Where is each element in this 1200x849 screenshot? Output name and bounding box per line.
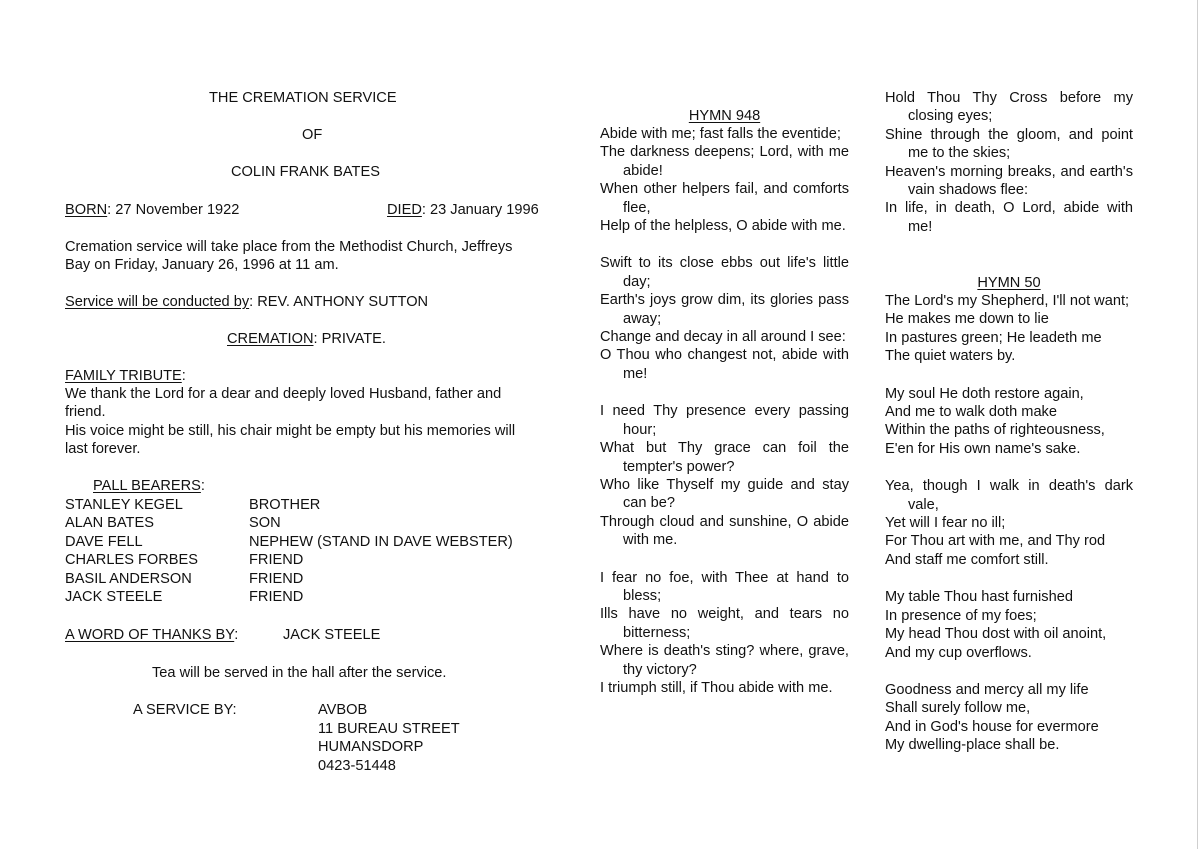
born-row (65, 201, 239, 219)
died-value: : 23 January 1996 (421, 202, 539, 218)
tea-note: Tea will be served in the hall after the service. (152, 665, 447, 681)
verse-line: What but Thy grace can foil the tempter's power? (600, 440, 849, 475)
title-line-2: OF (302, 127, 323, 143)
verse-line: My head Thou dost with oil anoint, (885, 626, 1107, 643)
verse-line: Shall surely follow me, (885, 700, 1031, 717)
verse-line: For Thou art with me, and Thy rod (885, 533, 1106, 550)
verse-line: The Lord's my Shepherd, I'll not want; (885, 293, 1130, 309)
verse-line: Change and decay in all around I see: (600, 329, 846, 346)
pall-heading (93, 477, 205, 495)
verse-line: I need Thy presence every passing hour; (600, 403, 849, 438)
verse-line: Shine through the gloom, and point me to the skies; (885, 126, 1133, 162)
verse-line: Abide with me; fast falls the eventide; (600, 126, 841, 142)
service-by-label: A SERVICE BY: (133, 702, 237, 718)
hymn-948-verse (600, 125, 849, 235)
verse-line: Yet will I fear no ill; (885, 515, 1006, 532)
verse-line: Swift to its close ebbs out life's little day; (600, 255, 849, 290)
thanks-colon: : (234, 627, 239, 643)
verse-line: Where is death's sting? where, grave, thy victory? (600, 643, 849, 678)
hymn-948-verse (885, 89, 1133, 236)
hymn-948-title: HYMN 948 (688, 108, 761, 124)
verse-line: Earth's joys grow dim, its glories pass away; (600, 292, 849, 327)
hymn-948 (600, 107, 849, 716)
born-label: BORN (65, 202, 108, 218)
pall-bearer-relation: NEPHEW (STAND IN DAVE WEBSTER) (249, 534, 513, 550)
verse-line: Heaven's morning breaks, and earth's vain shadows flee: (885, 163, 1133, 199)
verse-line: I triumph still, if Thou abide with me. (600, 679, 833, 696)
verse-line: Ills have no weight, and tears no bitterness; (600, 606, 849, 641)
verse-line: Who like Thyself my guide and stay can be? (600, 476, 849, 512)
cremation-value: : PRIVATE. (313, 331, 386, 347)
verse-line: The quiet waters by. (885, 348, 1016, 365)
verse-line: In pastures green; He leadeth me (885, 329, 1102, 346)
verse-line: And me to walk doth make (885, 404, 1057, 421)
verse-line: He makes me down to lie (885, 311, 1049, 328)
pall-colon: : (200, 478, 205, 494)
pall-bearer-name: BASIL ANDERSON (65, 571, 192, 587)
died-row (387, 201, 539, 219)
verse-line: My soul He doth restore again, (885, 385, 1084, 402)
pall-bearer-name: ALAN BATES (65, 515, 154, 531)
verse-line: When other helpers fail, and comforts flee, (600, 181, 849, 216)
pall-bearer-name: CHARLES FORBES (65, 552, 198, 568)
thanks-heading (65, 626, 238, 644)
verse-line: E'en for His own name's sake. (885, 440, 1081, 457)
verse-line: In life, in death, O Lord, abide with me! (885, 200, 1133, 235)
location-line-2: Bay on Friday, January 26, 1996 at 11 am. (65, 257, 339, 273)
pall-bearer-relation: FRIEND (249, 589, 304, 605)
title-line-1: THE CREMATION SERVICE (209, 90, 397, 106)
hymn-50-verse (885, 292, 1133, 366)
tribute-label: FAMILY TRIBUTE (65, 368, 182, 384)
tribute-line-4: last forever. (65, 441, 141, 457)
conducted-row (65, 293, 428, 311)
verse-line: In presence of my foes; (885, 607, 1037, 624)
verse-line: Through cloud and sunshine, O abide with me. (600, 513, 849, 549)
cremation-row (227, 330, 386, 348)
pall-bearer-name: JACK STEELE (65, 589, 163, 605)
conducted-label: Service will be conducted by (65, 294, 250, 310)
verse-line: O Thou who changest not, abide with me! (600, 347, 849, 382)
verse-line: My table Thou hast furnished (885, 589, 1073, 606)
thanks-value: JACK STEELE (283, 627, 381, 643)
tribute-colon: : (181, 368, 186, 384)
conducted-value: : REV. ANTHONY SUTTON (249, 294, 429, 310)
title-line-3: COLIN FRANK BATES (231, 164, 380, 180)
born-value: : 27 November 1922 (107, 202, 240, 218)
service-by-line: 0423-51448 (318, 758, 396, 774)
verse-line: Hold Thou Thy Cross before my closing eyes; (885, 90, 1133, 125)
verse-line: And in God's house for evermore (885, 718, 1099, 735)
tribute-line-2: friend. (65, 404, 106, 420)
cremation-label: CREMATION (227, 331, 314, 347)
page-edge-divider (1197, 0, 1198, 849)
hymn-50-verse (885, 385, 1133, 459)
pall-bearer-relation: BROTHER (249, 497, 321, 513)
verse-line: My dwelling-place shall be. (885, 737, 1060, 754)
service-by-line: AVBOB (318, 702, 368, 718)
hymn-948-verse (600, 569, 849, 698)
hymn-948-verse (600, 254, 849, 383)
thanks-label: A WORD OF THANKS BY (65, 627, 235, 643)
hymn-948-continued (885, 89, 1133, 255)
verse-line: The darkness deepens; Lord, with me abide! (600, 144, 849, 179)
location-line-1: Cremation service will take place from the Methodist Church, Jeffreys (65, 239, 513, 255)
service-by-line: 11 BUREAU STREET (318, 721, 460, 737)
verse-line: And staff me comfort still. (885, 551, 1049, 568)
pall-bearer-relation: SON (249, 515, 281, 531)
tribute-heading (65, 367, 186, 385)
hymn-50-verse (885, 588, 1133, 662)
pall-bearer-name: DAVE FELL (65, 534, 143, 550)
verse-line: Yea, though I walk in death's dark vale, (885, 478, 1133, 513)
died-label: DIED (387, 202, 422, 218)
verse-line: Goodness and mercy all my life (885, 681, 1089, 698)
hymn-50-title: HYMN 50 (977, 275, 1041, 291)
service-by-line: HUMANSDORP (318, 739, 424, 755)
verse-line: And my cup overflows. (885, 644, 1032, 661)
hymn-50-verse (885, 681, 1133, 755)
hymn-50-verse (885, 477, 1133, 569)
tribute-line-1: We thank the Lord for a dear and deeply loved Husband, father and (65, 386, 502, 402)
pall-label: PALL BEARERS (93, 478, 201, 494)
hymn-50 (885, 274, 1133, 774)
hymn-948-verse (600, 402, 849, 549)
verse-line: I fear no foe, with Thee at hand to bless; (600, 569, 849, 604)
verse-line: Within the paths of righteousness, (885, 422, 1105, 439)
verse-line: Help of the helpless, O abide with me. (600, 218, 846, 235)
tribute-line-3: His voice might be still, his chair might be empty but his memories will (65, 423, 516, 439)
pall-bearer-name: STANLEY KEGEL (65, 497, 183, 513)
pall-bearer-relation: FRIEND (249, 552, 304, 568)
pall-bearer-relation: FRIEND (249, 571, 304, 587)
